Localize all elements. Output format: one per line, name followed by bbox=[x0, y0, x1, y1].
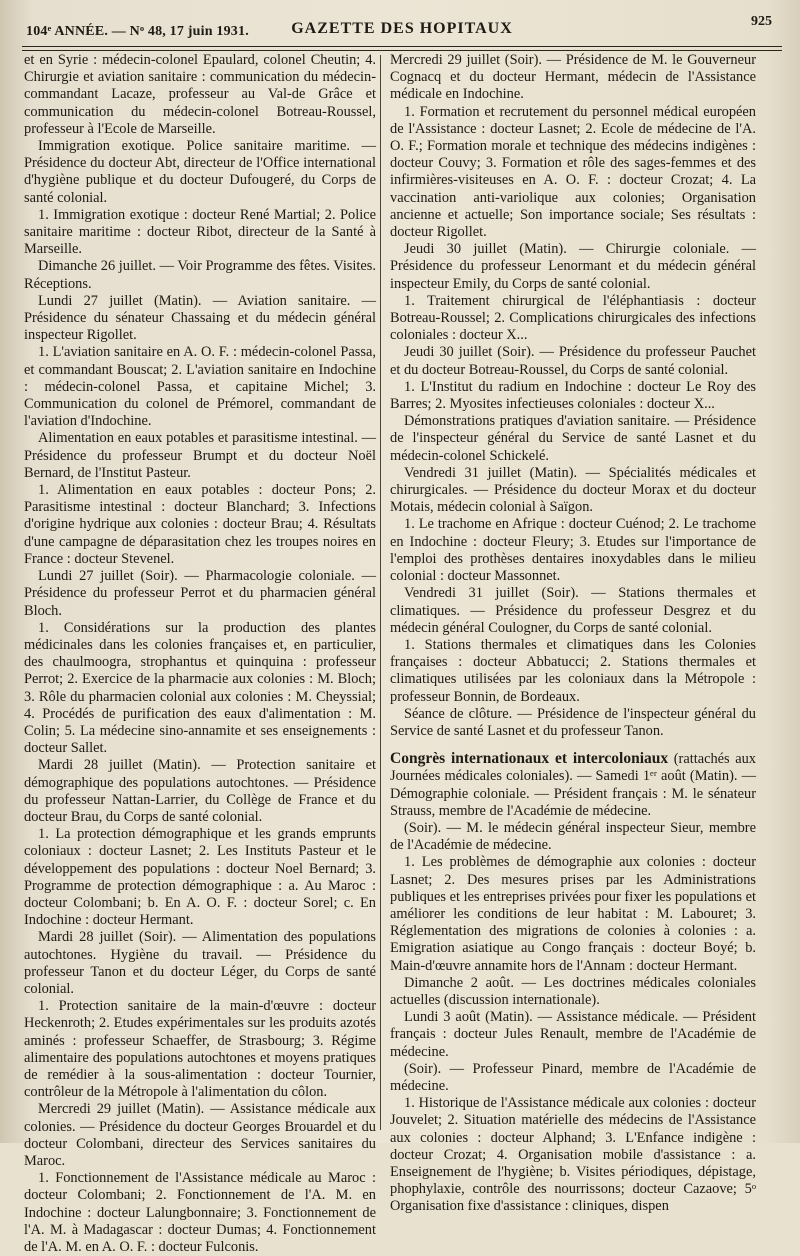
paragraph-text: Démonstrations pratiques d'aviation sanitaire. — Présidence de l'inspecteur général du Service de santé Lasnet et du médecin-colonel Schickelé. bbox=[390, 413, 756, 464]
paragraph bbox=[390, 1061, 756, 1095]
paragraph bbox=[390, 706, 756, 740]
header-rule-thin bbox=[22, 50, 782, 51]
paragraph-text: 1. Alimentation en eaux potables : docteur Pons; 2. Parasitisme intestinal : docteur Blanchard; 3. Infections d'origine hydrique aux colonies : docteur Brau; 4. Résultats d'une campagne de déparasitation chez les troupes noires en France : docteur Stevenel. bbox=[24, 482, 376, 567]
header-rule bbox=[22, 46, 782, 47]
paragraph bbox=[390, 52, 756, 104]
paragraph bbox=[24, 344, 376, 430]
paragraph bbox=[24, 826, 376, 929]
paragraph-text: 1. Protection sanitaire de la main-d'œuvre : docteur Heckenroth; 2. Etudes expérimentales sur les produits azotés aminés : professeur Schaeffer, de Strasbourg; 3. Régime alimentaire des populations autochtones et moyens pratiques de remédier à la sous-alimentation : docteur Tournier, contrôleur de la Métropole à l'alimentation du côlon. bbox=[24, 998, 376, 1101]
paragraph bbox=[390, 344, 756, 378]
paragraph bbox=[24, 258, 376, 292]
paragraph-text: (rattachés aux Journées médicales coloniales). — Samedi 1ᵉʳ août (Matin). — Démographie coloniale. — Président français : M. le sénateur Strauss, membre de l'Académie de médecine. bbox=[390, 751, 757, 819]
paragraph-text: Mardi 28 juillet (Matin). — Protection sanitaire et démographique des populations autochtones. — Présidence du professeur Nattan-Larrier, du Collège de France et du docteur Brau, du Corps de santé colonial. bbox=[24, 757, 376, 825]
paragraph bbox=[390, 1095, 756, 1215]
paragraph-text: 1. Traitement chirurgical de l'éléphantiasis : docteur Botreau-Roussel; 2. Complications chirurgicales des infections coloniales : docteur X... bbox=[390, 292, 756, 344]
paragraph-text: 1. Les problèmes de démographie aux colonies : docteur Lasnet; 2. Des mesures prises par les Administrations publiques et les entreprises privées pour fixer les populations et améliorer les conditions de leur habitat : M. Labouret; 3. Réglementation des migrations de colonies à colonies : a. Emigration asiatique au Congo français : docteur Boyé; b. Main-d'œuvre annamite hors de l'Annam : docteur Hermant. bbox=[390, 854, 756, 974]
page-header bbox=[22, 8, 782, 44]
paragraph-text: 1. Considérations sur la production des plantes médicinales dans les colonies françaises et, en particulier, des chaulmoogra, strophantus et quinquina : professeur Perrot; 2. Exercice de la pharmacie aux colonies : M. Bloch; 3. Rôle du pharmacien colonial aux colonies : M. Cheyssial; 4. Procédés de purification des eaux d'alimentation : M. Colin; 5. La médecine sino-annamite et ses enseignements : docteur Sallet. bbox=[24, 619, 376, 757]
left-column bbox=[24, 52, 376, 1256]
paragraph-text: Mercredi 29 juillet (Matin). — Assistance médicale aux colonies. — Présidence du docteur Georges Brouardel et du docteur Colombani, directeur des Services sanitaires du Maroc. bbox=[24, 1101, 376, 1169]
issue-info: 104ᵉ ANNÉE. — Nᵒ 48, 17 juin 1931. bbox=[26, 24, 249, 39]
paragraph-text: (Soir). — M. le médecin général inspecteur Sieur, membre de l'Académie de médecine. bbox=[390, 819, 756, 854]
page-number: 925 bbox=[751, 14, 772, 29]
paragraph bbox=[24, 430, 376, 482]
paragraph bbox=[390, 465, 756, 517]
paragraph-text: Séance de clôture. — Présidence de l'inspecteur général du Service de santé Lasnet et du professeur Tanon. bbox=[390, 705, 756, 739]
paragraph-text: Dimanche 2 août. — Les doctrines médicales coloniales actuelles (discussion internationale). bbox=[390, 974, 756, 1008]
paragraph bbox=[390, 413, 756, 465]
paragraph bbox=[390, 585, 756, 637]
paragraph-text: Alimentation en eaux potables et parasitisme intestinal. — Présidence du professeur Brumpt et du docteur Noël Bernard, de l'Institut Pasteur. bbox=[24, 430, 376, 481]
paragraph bbox=[24, 929, 376, 998]
paragraph-text: et en Syrie : médecin-colonel Epaulard, colonel Cheutin; 4. Chirurgie et aviation sanitaire : communication du médecin-commandant Lacaze, professeur au Val-de Grâce et communication du médecin-colonel Botreau-Roussel, professeur à l'Ecole de Marseille. bbox=[24, 52, 376, 137]
section-title: Congrès internationaux et intercoloniaux bbox=[390, 750, 669, 768]
paragraph-text: Lundi 27 juillet (Soir). — Pharmacologie coloniale. — Présidence du professeur Perrot et du pharmacien général Bloch. bbox=[24, 568, 376, 619]
paragraph bbox=[24, 1170, 376, 1256]
paragraph bbox=[24, 293, 376, 345]
paragraph-text: 1. Stations thermales et climatiques dans les Colonies françaises : docteur Abbatucci; 2. Stations thermales et climatiques utilisées par les coloniaux dans la Métropole : professeur Bonnin, de Bordeaux. bbox=[390, 636, 756, 705]
paragraph bbox=[24, 138, 376, 207]
paragraph bbox=[390, 854, 756, 974]
journal-title: GAZETTE DES HOPITAUX bbox=[291, 20, 513, 37]
paragraph-text: 1. Immigration exotique : docteur René Martial; 2. Police sanitaire maritime : docteur Ribot, directeur de la Santé à Marseille. bbox=[24, 206, 376, 258]
paragraph-text: Jeudi 30 juillet (Soir). — Présidence du professeur Pauchet et du docteur Botreau-Roussel, du Corps de santé colonial. bbox=[390, 344, 756, 378]
paragraph bbox=[24, 207, 376, 259]
paragraph-text: 1. Le trachome en Afrique : docteur Cuénod; 2. Le trachome en Indochine : docteur Fleury; 3. Etudes sur l'importance de l'emploi des prothèses dentaires inoxydables dans le milieu colonial : docteur Massonnet. bbox=[390, 516, 756, 585]
paragraph bbox=[390, 516, 756, 585]
paragraph bbox=[390, 379, 756, 413]
paragraph bbox=[24, 482, 376, 568]
paragraph-text: 1. L'aviation sanitaire en A. O. F. : médecin-colonel Passa, et commandant Bouscat; 2. L'aviation sanitaire en Indochine : médecin-colonel Passa, et capitaine Michel; 3. Communication du colonel de Prémorel, commandant de l'aviation d'Indochine. bbox=[24, 344, 376, 430]
paragraph bbox=[390, 104, 756, 242]
paragraph-text: 1. Historique de l'Assistance médicale aux colonies : docteur Jouvelet; 2. Situation matérielle des médecins de l'Assistance aux colonies : docteur Alphand; 3. L'Enfance indigène : docteur Crozat; 4. Organisation mobile d'assistance : a. Enseignement de l'hygiène; b. Visites périodiques, dépistage, phophylaxie, contrôle des nourrissons; docteur Cazaove; 5ᵒ Organisation fixe d'assistance : cliniques, dispen bbox=[390, 1095, 756, 1215]
paragraph-text: Vendredi 31 juillet (Matin). — Spécialités médicales et chirurgicales. — Présidence du docteur Morax et du docteur Motais, médecin colonial à Saïgon. bbox=[390, 464, 756, 516]
paragraph-text: Jeudi 30 juillet (Matin). — Chirurgie coloniale. — Présidence du professeur Lenormant et du médecin général inspecteur Emily, du Corps de santé colonial. bbox=[390, 241, 756, 292]
paragraph bbox=[24, 52, 376, 138]
paragraph-text: Dimanche 26 juillet. — Voir Programme des fêtes. Visites. Réceptions. bbox=[24, 258, 376, 292]
paragraph bbox=[24, 998, 376, 1101]
paragraph bbox=[390, 241, 756, 293]
paragraph-text: Lundi 3 août (Matin). — Assistance médicale. — Président français : docteur Jules Renault, membre de l'Académie de médecine. bbox=[390, 1009, 756, 1060]
right-column bbox=[390, 52, 757, 1215]
paragraph-text: 1. Formation et recrutement du personnel médical européen de l'Assistance : docteur Lasnet; 2. Ecole de médecine de l'A. O. F.; Formation morale et technique des médecins indigènes : docteur Couvy; 3. Formation et rôle des sages-femmes et des infirmières-visiteuses en A. O. F. : docteur Crozat; 4. La vaccination anti-variolique aux colonies; Organisation ancienne et actuelle; Son importance sociale; Ses résultats : docteur Rigollet. bbox=[390, 103, 756, 241]
paragraph bbox=[24, 568, 376, 620]
paragraph bbox=[24, 620, 376, 758]
paragraph bbox=[390, 293, 756, 345]
paragraph-text: 1. La protection démographique et les grands emprunts coloniaux : docteur Lasnet; 2. Les Instituts Pasteur et le développement des populations : docteur Noel Bernard; 3. Programme de protection démographique : a. Au Maroc : docteur Colombani; b. En A. O. F. : docteur Sorel; c. En Indochine : docteur Hermant. bbox=[24, 826, 376, 929]
paragraph bbox=[24, 1101, 376, 1170]
paragraph bbox=[390, 1009, 756, 1061]
paragraph bbox=[24, 757, 376, 826]
paragraph bbox=[390, 820, 756, 854]
paragraph-text: Immigration exotique. Police sanitaire maritime. — Présidence du docteur Abt, directeur de l'Office international d'hygiène publique et du docteur Dufougeré, du Corps de santé colonial. bbox=[24, 138, 376, 206]
paragraph-text: (Soir). — Professeur Pinard, membre de l'Académie de médecine. bbox=[390, 1060, 756, 1094]
paragraph-text: Mercredi 29 juillet (Soir). — Présidence de M. le Gouverneur Cognacq et du docteur Hermant, médecin de l'Assistance médicale en Indochine. bbox=[390, 52, 756, 103]
paragraph bbox=[390, 750, 756, 820]
paragraph-text: Lundi 27 juillet (Matin). — Aviation sanitaire. — Présidence du sénateur Chassaing et du médecin général inspecteur Rigollet. bbox=[24, 292, 376, 344]
paragraph-text: 1. Fonctionnement de l'Assistance médicale au Maroc : docteur Colombani; 2. Fonctionnement de l'A. M. en Indochine : docteur Lalungbonnaire; 3. Fonctionnement de l'A. M. à Madagascar : docteur Dumas; 4. Fonctionnement de l'A. M. en A. O. F. : docteur Fulconis. bbox=[24, 1170, 376, 1256]
paragraph-text: 1. L'Institut du radium en Indochine : docteur Le Roy des Barres; 2. Myosites infectieuses coloniales : docteur X... bbox=[390, 378, 756, 413]
paragraph-text: Mardi 28 juillet (Soir). — Alimentation des populations autochtones. Hygiène du travail. — Présidence du professeur Tanon et du docteur Léger, du Corps de santé colonial. bbox=[24, 929, 376, 997]
paragraph bbox=[390, 975, 756, 1009]
paragraph-text: Vendredi 31 juillet (Soir). — Stations thermales et climatiques. — Présidence du professeur Desgrez et du médecin général Coulogner, du Corps de santé colonial. bbox=[390, 585, 756, 636]
paragraph bbox=[390, 637, 756, 706]
column-divider bbox=[380, 55, 381, 1130]
